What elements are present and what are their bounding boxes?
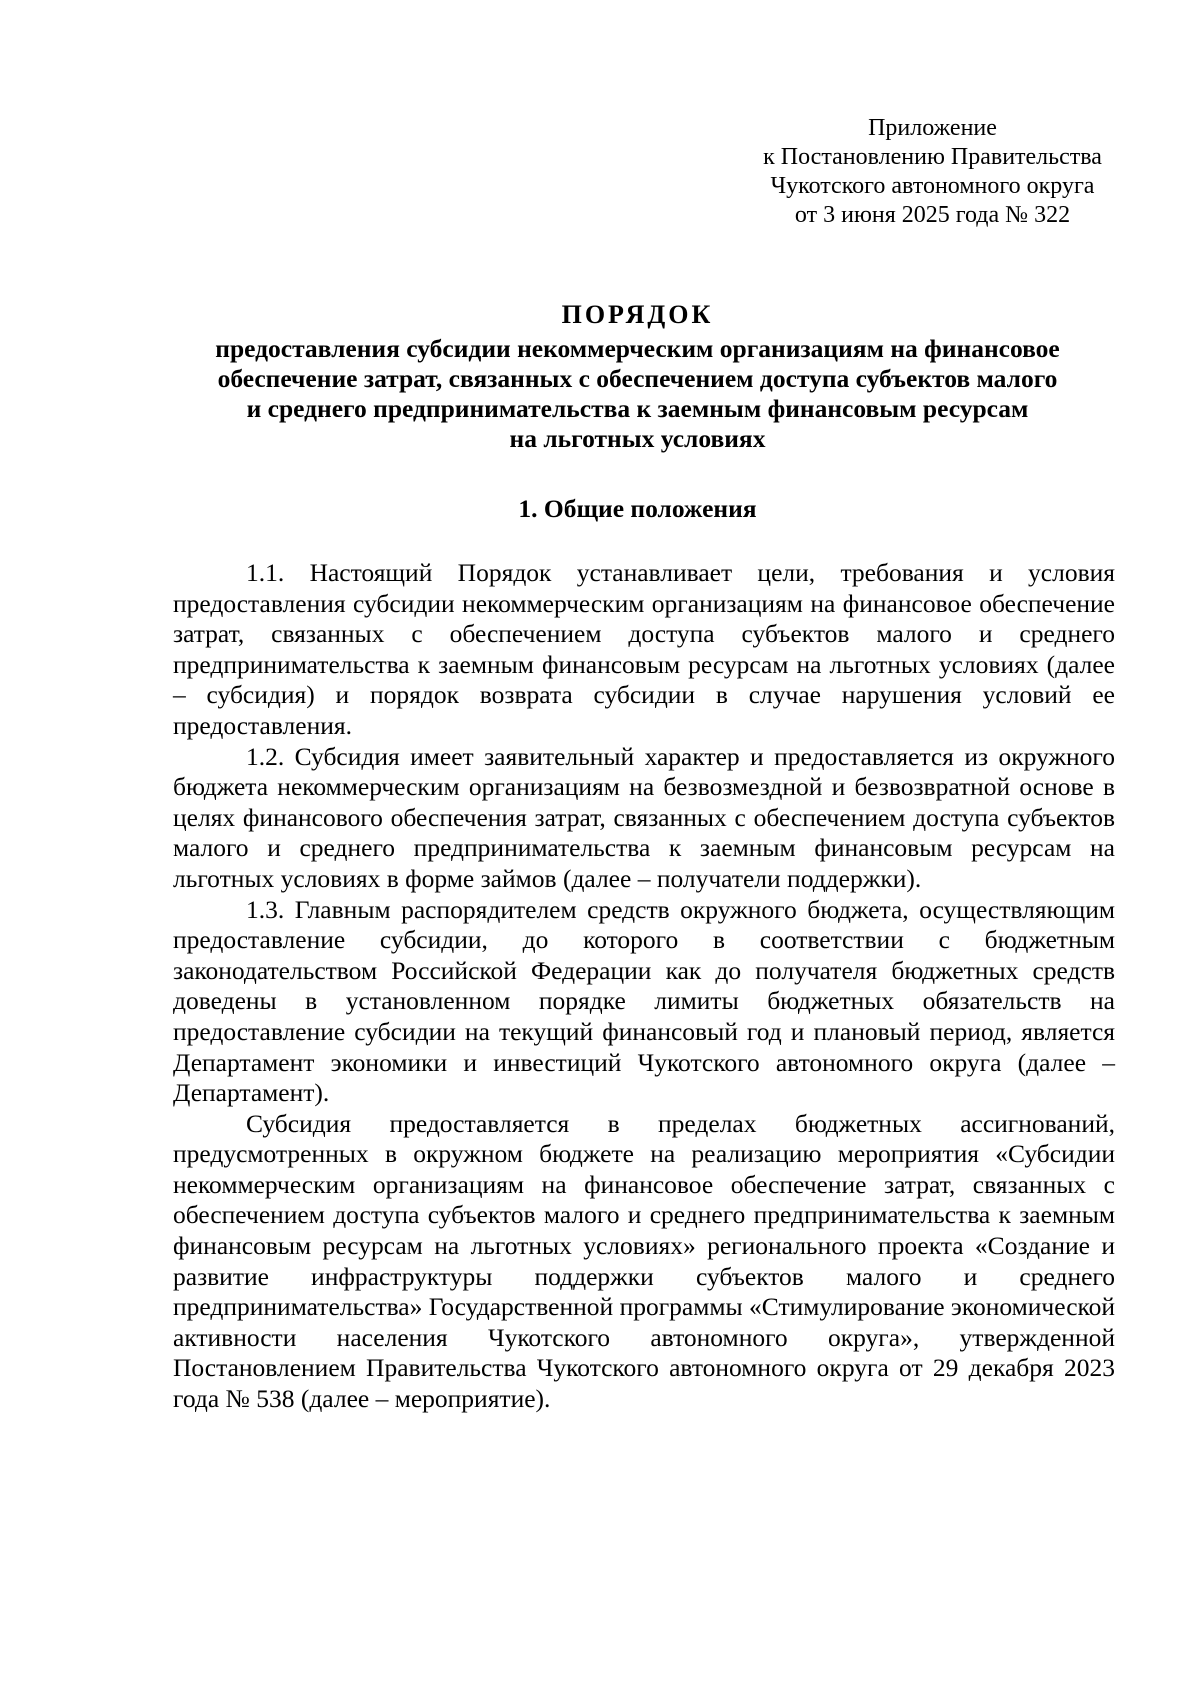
appendix-block [760, 114, 1105, 230]
document-title: ПОРЯДОК [561, 300, 714, 329]
appendix-line: Чукотского автономного округа [770, 173, 1095, 199]
document-subtitle [160, 334, 1115, 454]
subtitle-line: и среднего предпринимательства к заемным финансовым ресурсам [246, 394, 1029, 423]
paragraph-1-1: 1.1. Настоящий Порядок устанавливает цели, требования и условия предоставления субсидии некоммерческим организациям на финансовое обеспечение затрат, связанных с обеспечением доступа субъектов малого и среднего предпринимательства к заемным финансовым ресурсам на льготных условиях (далее – субсидия) и порядок возврата субсидии в случае нарушения условий ее предоставления. [173, 558, 1115, 740]
appendix-line: к Постановлению Правительства [763, 144, 1102, 170]
document-body [173, 558, 1115, 1415]
subtitle-line: на льготных условиях [509, 424, 766, 453]
subtitle-line: предоставления субсидии некоммерческим организациям на финансовое [215, 334, 1060, 363]
subtitle-line: обеспечение затрат, связанных с обеспечением доступа субъектов малого [217, 364, 1058, 393]
paragraph-subsidy: Субсидия предоставляется в пределах бюджетных ассигнований, предусмотренных в окружном бюджете на реализацию мероприятия «Субсидии некоммерческим организациям на финансовое обеспечение затрат, связанных с обеспечением доступа субъектов малого и среднего предпринимательства к заемным финансовым ресурсам на льготных условиях» регионального проекта «Создание и развитие инфраструктуры поддержки субъектов малого и среднего предпринимательства» Государственной программы «Стимулирование экономической активности населения Чукотского автономного округа», утвержденной Постановлением Правительства Чукотского автономного округа от 29 декабря 2023 года № 538 (далее – мероприятие). [173, 1108, 1115, 1414]
paragraph-1-2: 1.2. Субсидия имеет заявительный характер и предоставляется из окружного бюджета некоммерческим организациям на безвозмездной и безвозвратной основе в целях финансового обеспечения затрат, связанных с обеспечением доступа субъектов малого и среднего предпринимательства к заемным финансовым ресурсам на льготных условиях в форме займов (далее – получатели поддержки). [173, 741, 1115, 893]
appendix-line: Приложение [868, 115, 997, 141]
section-heading: 1. Общие положения [518, 494, 757, 523]
appendix-line: от 3 июня 2025 года № 322 [794, 202, 1071, 228]
paragraph-1-3: 1.3. Главным распорядителем средств окружного бюджета, осуществляющим предоставление субсидии, до которого в соответствии с бюджетным законодательством Российской Федерации как до получателя бюджетных средств доведены в установленном порядке лимиты бюджетных обязательств на предоставление субсидии на текущий финансовый год и плановый период, является Департамент экономики и инвестиций Чукотского автономного округа (далее – Департамент). [173, 894, 1115, 1108]
